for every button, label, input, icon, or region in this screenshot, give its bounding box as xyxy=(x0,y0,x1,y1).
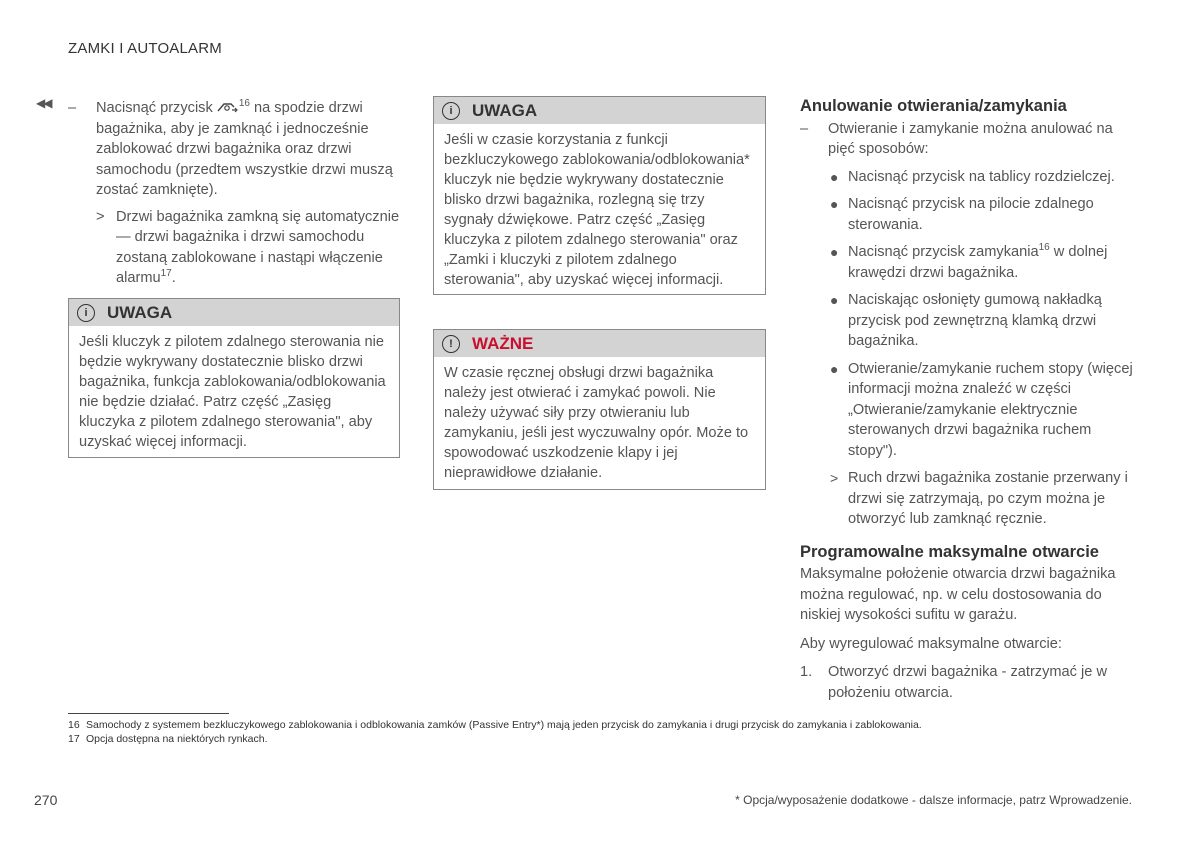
footnote-text: Samochody z systemem bezkluczykowego zablokowania i odblokowania zamków (Passive Entry*) mają jeden przycisk do zamykania i drugi przycisk do zamykania i zablokowania. xyxy=(86,719,922,731)
bullet-text: Nacisnąć przycisk na pilocie zdalnego sterowania. xyxy=(848,196,1094,233)
paragraph: Aby wyregulować maksymalne otwarcie: xyxy=(800,635,1062,652)
important-title: WAŻNE xyxy=(472,333,534,353)
footer-note: * Opcja/wyposażenie dodatkowe - dalsze informacje, patrz Wprowadzenie. xyxy=(735,793,1132,807)
page-number: 270 xyxy=(34,792,58,808)
result-text: Drzwi bagażnika zamkną się automatycznie — drzwi bagażnika i drzwi samochodu zostaną zablokowane i nastąpi włączenie alarmu xyxy=(116,208,400,286)
list-item-text: na spodzie drzwi bagażnika, aby je zamknąć i jednocześnie zablokować drzwi bagażnika oraz drzwi samochodu (przedtem wszystkie drzwi muszą zostać zamknięte). xyxy=(96,100,393,198)
footnote-ref[interactable]: 16 xyxy=(1038,242,1050,254)
bullet-text: Naciskając osłonięty gumową nakładką przycisk pod zewnętrzną klamką drzwi bagażnika. xyxy=(848,292,1102,349)
footnote-ref[interactable]: 17 xyxy=(160,268,172,280)
dash-marker: – xyxy=(68,100,77,116)
info-icon: i xyxy=(442,102,460,120)
footnote-number: 16 xyxy=(68,719,80,731)
bullet-marker: ● xyxy=(830,360,839,377)
paragraph: Maksymalne położenie otwarcia drzwi bagażnika można regulować, np. w celu dostosowania do niskiej wysokości sufitu w garażu. xyxy=(800,566,1116,623)
result-marker: > xyxy=(96,208,105,225)
list-item-text: Otwieranie i zamykanie można anulować na pięć sposobów: xyxy=(828,120,1113,157)
note-header xyxy=(69,299,399,326)
footnote xyxy=(68,733,268,745)
footnote xyxy=(68,719,922,731)
note-title: UWAGA xyxy=(107,302,173,322)
note-box xyxy=(433,96,766,295)
important-header xyxy=(434,330,765,357)
list-item xyxy=(800,119,1135,160)
column-1 xyxy=(68,98,400,289)
page-header: ZAMKI I AUTOALARM xyxy=(68,40,222,57)
tailgate-close-lock-icon xyxy=(217,99,239,111)
result-item xyxy=(800,468,1135,530)
section-heading: Programowalne maksymalne otwarcie xyxy=(800,542,1099,561)
note-body: Jeśli kluczyk z pilotem zdalnego sterowania nie będzie wykrywany dostatecznie blisko drzwi bagażnika, funkcja zablokowania/odblokowania nie będzie działać. Patrz część „Zasięg kluczyka z pilotem zdalnego sterowania", aby uzyskać więcej informacji. xyxy=(79,334,386,450)
warning-icon: ! xyxy=(442,335,460,353)
footnote-ref[interactable]: 16 xyxy=(238,98,250,110)
note-body: Jeśli w czasie korzystania z funkcji bezkluczykowego zablokowania/odblokowania* kluczyk nie będzie wykrywany dostatecznie blisko drzwi bagażnika, rozlegną się trzy sygnały dźwiękowe. Patrz część „Zasięg kluczyka z pilotem zdalnego sterowania" oraz „Zamki i kluczyki z pilotem zdalnego sterowania", aby uzyskać więcej informacji. xyxy=(444,132,750,288)
step-text: Otworzyć drzwi bagażnika - zatrzymać je w położeniu otwarcia. xyxy=(828,664,1107,701)
section-heading: Anulowanie otwierania/zamykania xyxy=(800,97,1067,115)
numbered-step xyxy=(800,662,1135,703)
bullet-item xyxy=(800,167,1135,188)
note-header xyxy=(434,97,765,124)
result-item xyxy=(68,207,400,289)
footnote-text: Opcja dostępna na niektórych rynkach. xyxy=(86,733,268,745)
list-item xyxy=(68,98,400,201)
bullet-item xyxy=(800,194,1135,235)
bullet-text: Nacisnąć przycisk zamykania xyxy=(848,244,1039,260)
previous-page-icon[interactable]: ◀◀ xyxy=(36,96,51,110)
note-title: UWAGA xyxy=(472,100,538,120)
bullet-item xyxy=(800,359,1135,462)
bullet-marker: ● xyxy=(830,168,839,185)
result-text: Ruch drzwi bagażnika zostanie przerwany i drzwi się zatrzymają, po czym można je otworzyć lub zamknąć ręcznie. xyxy=(848,470,1128,527)
bullet-text: w dolnej krawędzi drzwi bagażnika. xyxy=(848,244,1108,281)
bullet-marker: ● xyxy=(830,292,839,308)
bullet-marker: ● xyxy=(830,196,839,212)
important-body: W czasie ręcznej obsługi drzwi bagażnika należy jest otwierać i zamykać powoli. Nie należy używać siły przy otwieraniu lub zamykaniu, jeśli jest wyczuwalny opór. Może to spowodować uszkodzenie klapy i jej nieprawidłowe działanie. xyxy=(444,365,749,481)
bullet-item xyxy=(800,242,1135,283)
step-number: 1. xyxy=(800,664,813,680)
result-marker: > xyxy=(830,470,839,486)
list-item-text: Nacisnąć przycisk xyxy=(96,100,217,116)
punctuation: . xyxy=(171,270,176,286)
bullet-marker: ● xyxy=(830,244,839,260)
dash-marker: – xyxy=(800,120,809,137)
footnote-number: 17 xyxy=(68,733,80,745)
bullet-item xyxy=(800,290,1135,352)
footnote-divider xyxy=(68,713,229,714)
column-3 xyxy=(800,96,1135,703)
info-icon: i xyxy=(77,304,95,322)
important-box xyxy=(433,329,766,490)
bullet-text: Nacisnąć przycisk na tablicy rozdzielczej. xyxy=(848,168,1115,185)
note-box xyxy=(68,298,400,458)
bullet-text: Otwieranie/zamykanie ruchem stopy (więcej informacji można znaleźć w części „Otwieranie/zamykanie elektrycznie sterowanych drzwi bagażnika ruchem stopy"). xyxy=(848,360,1133,459)
